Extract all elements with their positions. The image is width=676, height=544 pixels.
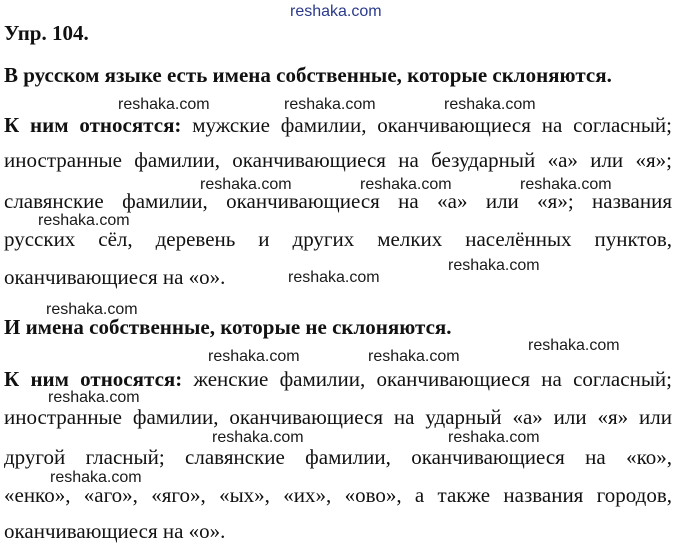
watermark: reshaka.com bbox=[118, 96, 210, 113]
watermark: reshaka.com bbox=[38, 212, 130, 229]
section1-lead-label: К ним относятся: bbox=[4, 113, 182, 137]
exercise-title: Упр. 104. bbox=[4, 21, 89, 45]
watermark: reshaka.com bbox=[284, 96, 376, 113]
watermark: reshaka.com bbox=[46, 301, 138, 318]
watermark: reshaka.com bbox=[288, 269, 380, 286]
section2-line-4: «енко», «аго», «яго», «ых», «их», «ово», а также названия городов, bbox=[4, 483, 672, 507]
watermark: reshaka.com bbox=[368, 348, 460, 365]
watermark: reshaka.com bbox=[444, 96, 536, 113]
watermark: reshaka.com bbox=[200, 176, 292, 193]
section2-text-line: женские фамилии, оканчивающиеся на согласный; bbox=[193, 367, 672, 391]
watermark: reshaka.com bbox=[50, 469, 142, 486]
section1-line-1 bbox=[4, 112, 672, 138]
watermark: reshaka.com bbox=[208, 348, 300, 365]
watermark: reshaka.com bbox=[520, 176, 612, 193]
section1-line-5: оканчивающиеся на «о». bbox=[4, 265, 226, 289]
watermark: reshaka.com bbox=[360, 176, 452, 193]
section1-heading: В русском языке есть имена собственные, которые склоняются. bbox=[4, 63, 612, 87]
section2-line-2: иностранные фамилии, оканчивающиеся на ударный «а» или «я» или bbox=[4, 405, 672, 429]
section2-line-3: другой гласный; славянские фамилии, оканчивающиеся на «ко», bbox=[4, 445, 672, 469]
section2-lead-label: К ним относятся: bbox=[4, 367, 183, 391]
top-watermark: reshaka.com bbox=[290, 3, 382, 20]
watermark: reshaka.com bbox=[212, 429, 304, 446]
section2-line-5: оканчивающиеся на «о». bbox=[4, 519, 226, 543]
section1-text-line: мужские фамилии, оканчивающиеся на согласный; bbox=[192, 113, 673, 137]
section2-heading: И имена собственные, которые не склоняются. bbox=[4, 315, 452, 339]
watermark: reshaka.com bbox=[528, 337, 620, 354]
section1-line-3: славянские фамилии, оканчивающиеся на «а» или «я»; названия bbox=[4, 189, 672, 213]
watermark: reshaka.com bbox=[448, 257, 540, 274]
watermark: reshaka.com bbox=[48, 389, 140, 406]
watermark: reshaka.com bbox=[448, 429, 540, 446]
section1-line-2: иностранные фамилии, оканчивающиеся на безударный «а» или «я»; bbox=[4, 148, 672, 172]
section1-line-4: русских сёл, деревень и других мелких населённых пунктов, bbox=[4, 227, 672, 251]
